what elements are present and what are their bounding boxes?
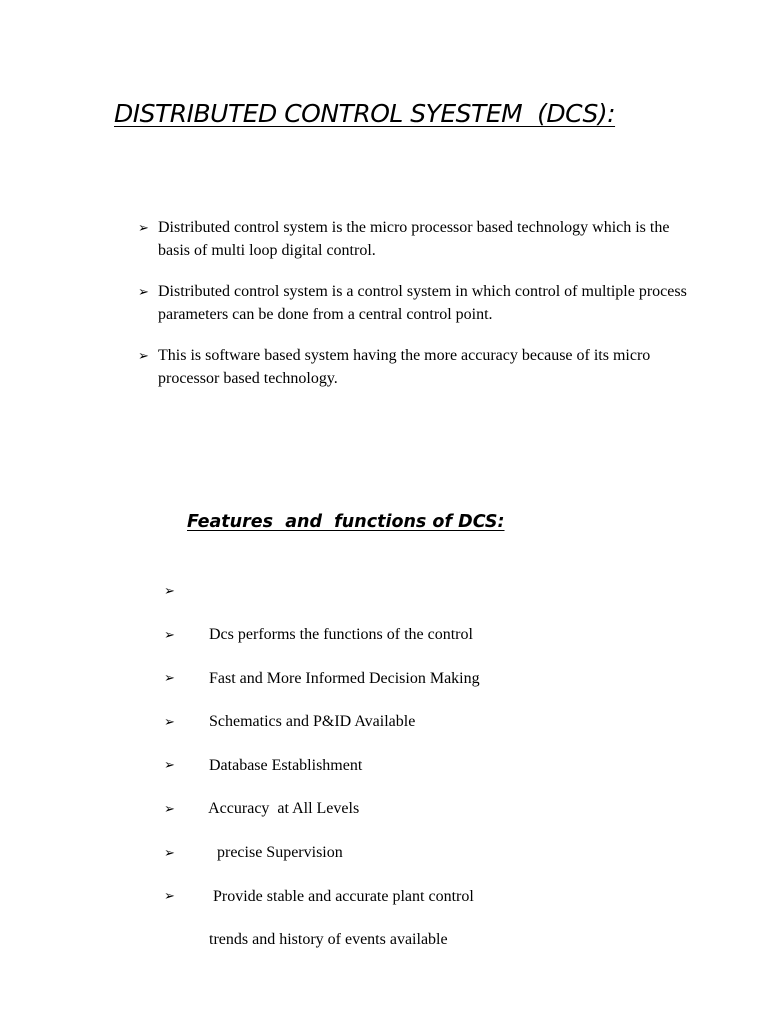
arrowhead-right-icon: ➢ [138, 349, 149, 364]
list-item [138, 280, 698, 326]
list-item-text: Schematics and P&ID Available [209, 713, 416, 731]
list-item [138, 344, 698, 390]
list-item-text: This is software based system having the more accuracy because of its micro processor based technology. [158, 347, 651, 387]
list-item-text: Accuracy at All Levels [208, 800, 360, 818]
arrowhead-right-icon: ➢ [164, 627, 175, 643]
arrowhead-right-icon: ➢ [138, 221, 149, 236]
list-item [164, 624, 664, 687]
arrowhead-right-icon: ➢ [164, 889, 175, 905]
arrowhead-right-icon: ➢ [164, 584, 175, 599]
list-item [164, 885, 664, 949]
list-item [164, 580, 664, 643]
list-item [164, 798, 664, 861]
list-item [164, 842, 664, 905]
arrowhead-right-icon: ➢ [164, 714, 175, 730]
list-item-text: Distributed control system is a control system in which control of multiple process parameters can be done from a central control point. [158, 283, 687, 323]
features-bullet-list [164, 580, 664, 949]
list-item-text: Distributed control system is the micro processor based technology which is the basis of multi loop digital control. [158, 219, 670, 259]
list-item [164, 754, 664, 818]
list-item-text: Dcs performs the functions of the control [209, 626, 473, 643]
arrowhead-right-icon: ➢ [164, 845, 175, 861]
list-item [138, 216, 698, 262]
intro-bullet-list [138, 216, 698, 408]
arrowhead-right-icon: ➢ [164, 758, 175, 774]
arrowhead-right-icon: ➢ [164, 671, 175, 687]
features-heading: Features and functions of DCS: [187, 512, 505, 532]
list-item [164, 667, 664, 731]
arrowhead-right-icon: ➢ [164, 801, 175, 817]
arrowhead-right-icon: ➢ [138, 285, 149, 300]
list-item [164, 711, 664, 774]
list-item-text: Database Establishment [209, 756, 363, 774]
list-item-text: Provide stable and accurate plant control [209, 887, 474, 905]
page-title: DISTRIBUTED CONTROL SYESTEM (DCS): [114, 99, 616, 128]
list-item-text: trends and history of events available [209, 931, 448, 949]
list-item-text: Fast and More Informed Decision Making [209, 669, 480, 687]
list-item-text: precise Supervision [209, 843, 343, 861]
